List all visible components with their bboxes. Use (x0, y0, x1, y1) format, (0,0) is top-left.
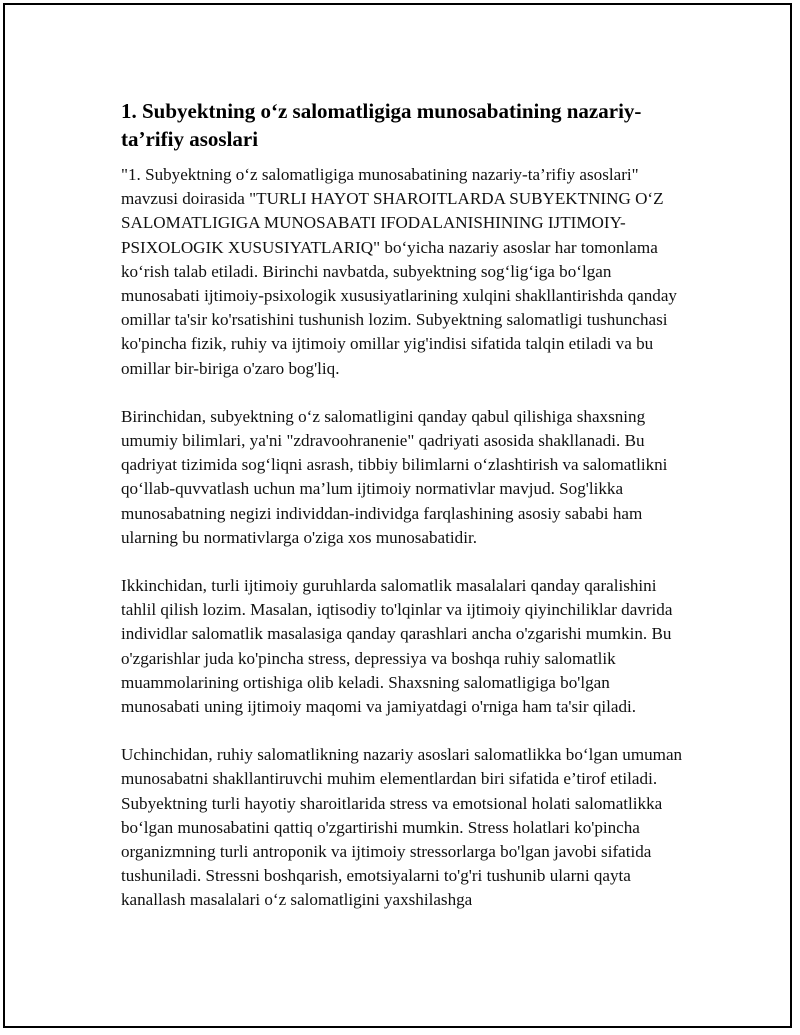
paragraph-second: Ikkinchidan, turli ijtimoiy guruhlarda salomatlik masalalari qanday qaralishini tahlil qilish lozim. Masalan, iqtisodiy to'lqinlar va ijtimoiy qiyinchiliklar davrida individlar salomatlik masalasiga qanday qarashlari ancha o'zgarishi mumkin. Bu o'zgarishlar juda ko'pincha stress, depressiya va boshqa ruhiy salomatlik muammolarining ortishiga olib keladi. Shaxsning salomatligiga bo'lgan munosabati uning ijtimoiy maqomi va jamiyatdagi o'rniga ham ta'sir qiladi. (121, 576, 673, 717)
paragraph-third: Uchinchidan, ruhiy salomatlikning nazariy asoslari salomatlikka bo‘lgan umuman munosabatni shakllantiruvchi muhim elementlardan biri sifatida e’tirof etiladi. Subyektning turli hayotiy sharoitlarida stress va emotsional holati salomatlikka bo‘lgan munosabatini qattiq o'zgartirishi mumkin. Stress holatlari ko'pincha organizmning turli antroponik va ijtimoiy stressorlarga bo'lgan javobi sifatida tushuniladi. Stressni boshqarish, emotsiyalarni to'g'ri tushunib ularni qayta kanallash masalalari o‘z salomatligini yaxshilashga (121, 745, 683, 910)
document-page (3, 3, 792, 1028)
paragraph-intro: "1. Subyektning o‘z salomatligiga munosabatining nazariy-ta’rifiy asoslari" mavzusi doirasida "TURLI HAYOT SHAROITLARDA SUBYEKTNING O‘Z SALOMATLIGIGA MUNOSABATI IFODALANISHINING IJTIMOIY-PSIXOLOGIK XUSUSIYATLARIQ" bo‘yicha nazariy asoslar har tomonlama ko‘rish talab etiladi. Birinchi navbatda, subyektning sog‘lig‘iga bo‘lgan munosabati ijtimoiy-psixologik xususiyatlarining xulqini shakllantirishda qanday omillar ta'sir ko'rsatishini tushunish lozim. Subyektning salomatligi tushunchasi ko'pincha fizik, ruhiy va ijtimoiy omillar yig'indisi sifatida talqin etiladi va bu omillar bir-biriga o'zaro bog'liq. (121, 165, 677, 378)
section-heading: 1. Subyektning o‘z salomatligiga munosabatining nazariy-ta’rifiy asoslari (121, 99, 642, 151)
paragraph-first: Birinchidan, subyektning o‘z salomatligini qanday qabul qilishiga shaxsning umumiy bilimlari, ya'ni "zdravoohranenie" qadriyati asosida shakllanadi. Bu qadriyat tizimida sog‘liqni asrash, tibbiy bilimlarni o‘zlashtirish va salomatlikni qo‘llab-quvvatlash uchun ma’lum ijtimoiy normativlar mavjud. Sog'likka munosabatning negizi individdan-individga farqlashining asosiy sababi ham ularning bu normativlarga o'ziga xos munosabatidir. (121, 406, 668, 547)
document-body (121, 97, 691, 937)
